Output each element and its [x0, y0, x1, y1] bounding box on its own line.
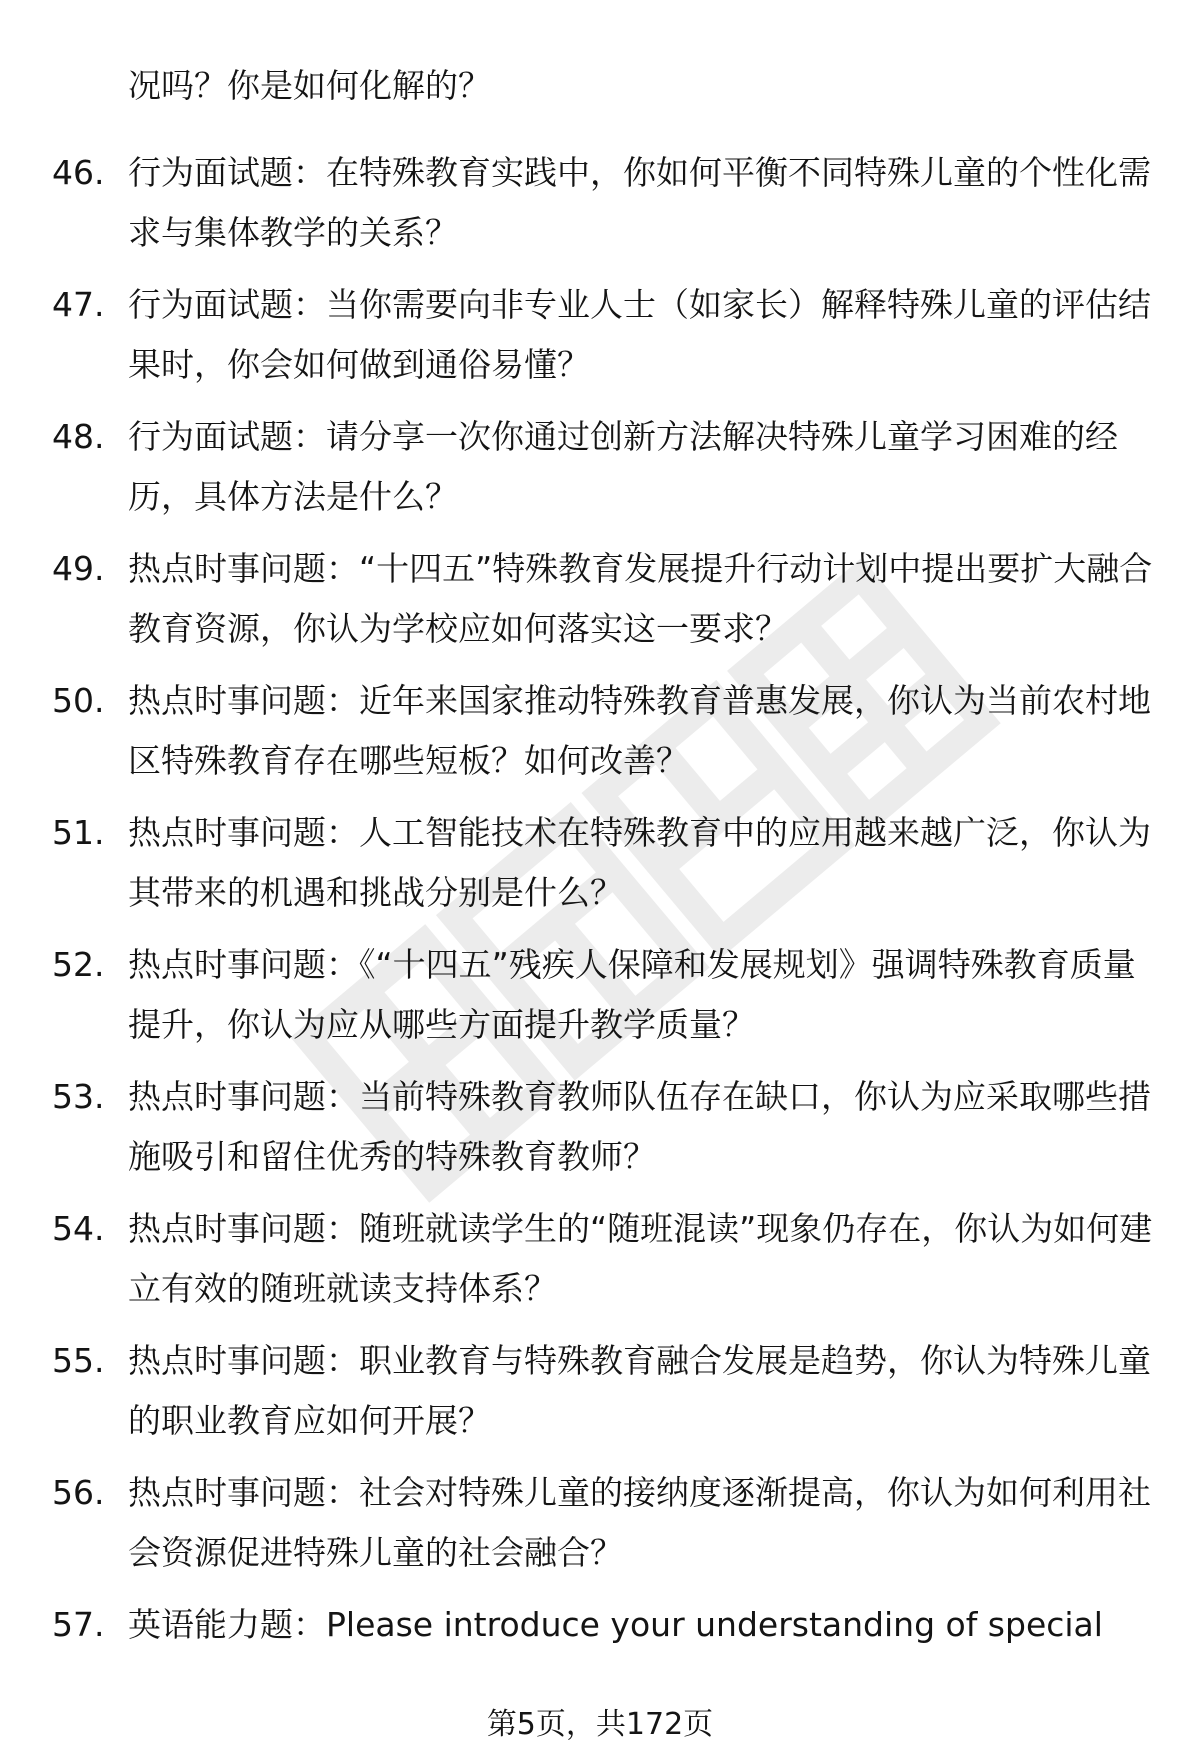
question-text: 热点时事问题：随班就读学生的“随班混读”现象仍存在，你认为如何建立有效的随班就读支持体系？ — [128, 1209, 1153, 1308]
question-number: 48. — [52, 417, 105, 456]
question-text: 行为面试题：当你需要向非专业人士（如家长）解释特殊儿童的评估结果时，你会如何做到通俗易懂？ — [128, 285, 1151, 384]
question-item — [0, 1460, 1200, 1572]
question-number: 46. — [52, 153, 105, 192]
question-number: 57. — [52, 1605, 105, 1644]
question-number: 54. — [52, 1209, 105, 1248]
question-item — [0, 1196, 1200, 1308]
question-item — [0, 404, 1200, 516]
question-number: 53. — [52, 1077, 105, 1116]
question-text: 热点时事问题：人工智能技术在特殊教育中的应用越来越广泛，你认为其带来的机遇和挑战分别是什么？ — [128, 813, 1151, 912]
question-item — [0, 668, 1200, 780]
question-text: 行为面试题：请分享一次你通过创新方法解决特殊儿童学习困难的经历，具体方法是什么？ — [128, 417, 1118, 516]
question-text: 热点时事问题：当前特殊教育教师队伍存在缺口，你认为应采取哪些措施吸引和留住优秀的特殊教育教师？ — [128, 1077, 1151, 1176]
question-item — [0, 1592, 1200, 1658]
question-text: 英语能力题：Please introduce your understanding of special — [128, 1605, 1103, 1644]
question-text: 热点时事问题：《“十四五”残疾人保障和发展规划》强调特殊教育质量提升，你认为应从哪些方面提升教学质量？ — [128, 945, 1136, 1044]
question-number: 49. — [52, 549, 105, 588]
question-text: 热点时事问题：职业教育与特殊教育融合发展是趋势，你认为特殊儿童的职业教育应如何开展？ — [128, 1341, 1151, 1440]
question-list — [0, 140, 1200, 1724]
question-item — [0, 1328, 1200, 1440]
question-text: 行为面试题：在特殊教育实践中，你如何平衡不同特殊儿童的个性化需求与集体教学的关系？ — [128, 153, 1151, 252]
continuation-text: 况吗？你是如何化解的？ — [128, 66, 491, 105]
question-number: 47. — [52, 285, 105, 324]
question-item — [0, 140, 1200, 252]
question-item — [0, 1064, 1200, 1176]
question-item — [0, 800, 1200, 912]
question-item — [0, 932, 1200, 1044]
question-number: 51. — [52, 813, 105, 852]
question-text: 热点时事问题：社会对特殊儿童的接纳度逐渐提高，你认为如何利用社会资源促进特殊儿童的社会融合？ — [128, 1473, 1151, 1572]
question-number: 56. — [52, 1473, 105, 1512]
question-text: 热点时事问题：近年来国家推动特殊教育普惠发展，你认为当前农村地区特殊教育存在哪些短板？如何改善？ — [128, 681, 1151, 780]
question-item — [0, 536, 1200, 648]
question-number: 55. — [52, 1341, 105, 1380]
question-number: 52. — [52, 945, 105, 984]
page-footer: 第5页，共172页 — [486, 1707, 714, 1742]
question-text: 热点时事问题：“十四五”特殊教育发展提升行动计划中提出要扩大融合教育资源，你认为学校应如何落实这一要求？ — [128, 549, 1153, 648]
question-item — [0, 272, 1200, 384]
question-number: 50. — [52, 681, 105, 720]
